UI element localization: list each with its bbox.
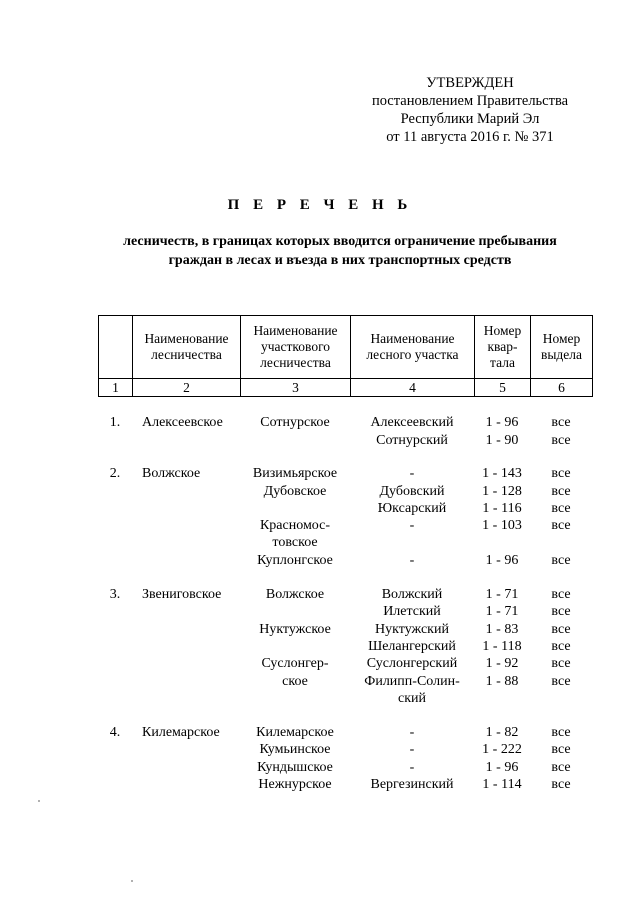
- row-number: 2.: [109, 466, 121, 481]
- forest-plot-name: -: [409, 553, 415, 568]
- district-forestry-name: Красномос-: [259, 518, 331, 533]
- quarter-range: 1 - 83: [485, 622, 519, 637]
- section-value: все: [551, 466, 571, 481]
- section-value: все: [551, 725, 571, 740]
- forest-plot-name: Суслонгерский: [366, 656, 458, 671]
- forest-plot-name: Дубовский: [379, 484, 445, 499]
- forestry-name: Волжское: [142, 466, 201, 481]
- quarter-range: 1 - 92: [485, 656, 519, 671]
- quarter-range: 1 - 143: [482, 466, 522, 481]
- forest-plot-name: -: [409, 518, 415, 533]
- section-value: все: [551, 777, 571, 792]
- forestry-name: Алексеевское: [142, 415, 223, 430]
- district-forestry-name: Килемарское: [256, 725, 334, 740]
- forest-plot-name: Сотнурский: [376, 433, 448, 448]
- section-value: все: [551, 518, 571, 533]
- header-section-number: Номер выдела: [531, 316, 593, 379]
- district-forestry-name: Нуктужское: [259, 622, 331, 637]
- quarter-range: 1 - 88: [485, 674, 519, 689]
- quarter-range: 1 - 128: [482, 484, 522, 499]
- forest-plot-name: ский: [398, 691, 426, 706]
- column-number-5: 5: [475, 379, 531, 397]
- district-forestry-name: Волжское: [265, 587, 325, 602]
- quarter-range: 1 - 90: [485, 433, 519, 448]
- district-forestry-name: Куплонгское: [257, 553, 333, 568]
- district-forestry-name: товское: [272, 535, 318, 550]
- section-value: все: [551, 433, 571, 448]
- header-number: [99, 316, 133, 379]
- column-number-1: 1: [99, 379, 133, 397]
- district-forestry-name: Суслонгер-: [261, 656, 329, 671]
- section-value: все: [551, 674, 571, 689]
- quarter-range: 1 - 96: [485, 415, 519, 430]
- quarter-range: 1 - 71: [485, 587, 519, 602]
- quarter-range: 1 - 96: [485, 760, 519, 775]
- row-number: 4.: [109, 725, 121, 740]
- column-number-4: 4: [351, 379, 475, 397]
- header-forest-plot: Наименование лесного участка: [351, 316, 475, 379]
- header-quarter-number: Номер квар-тала: [475, 316, 531, 379]
- section-value: все: [551, 415, 571, 430]
- forest-plot-name: -: [409, 760, 415, 775]
- section-value: все: [551, 553, 571, 568]
- section-value: все: [551, 639, 571, 654]
- quarter-range: 1 - 116: [482, 501, 522, 516]
- quarter-range: 1 - 222: [482, 742, 522, 757]
- quarter-range: 1 - 71: [485, 604, 519, 619]
- row-number: 3.: [109, 587, 121, 602]
- district-forestry-name: ское: [282, 674, 308, 689]
- district-forestry-name: Нежнурское: [258, 777, 332, 792]
- scan-speck: [38, 800, 40, 802]
- column-number-3: 3: [241, 379, 351, 397]
- approval-line-date: от 11 августа 2016 г. № 371: [386, 129, 554, 145]
- forest-plot-name: -: [409, 466, 415, 481]
- forest-plot-name: Нуктужский: [375, 622, 449, 637]
- column-number-6: 6: [531, 379, 593, 397]
- quarter-range: 1 - 82: [485, 725, 519, 740]
- forest-plot-name: Филипп-Солин-: [364, 674, 460, 689]
- document-title: П Е Р Е Ч Е Н Ь: [227, 197, 413, 213]
- district-forestry-name: Дубовское: [263, 484, 327, 499]
- quarter-range: 1 - 103: [482, 518, 522, 533]
- district-forestry-name: Кумьинское: [259, 742, 331, 757]
- scan-speck: [131, 880, 133, 882]
- forest-plot-name: Вергезинский: [370, 777, 454, 792]
- forest-plot-name: Юксарский: [377, 501, 447, 516]
- forestry-name: Килемарское: [142, 725, 220, 740]
- approval-line-resolution: постановлением Правительства: [371, 93, 569, 109]
- approval-title: УТВЕРЖДЕН: [426, 75, 514, 91]
- forest-plot-name: Шелангерский: [368, 639, 456, 654]
- forest-plot-name: Алексеевский: [370, 415, 454, 430]
- approval-line-republic: Республики Марий Эл: [400, 111, 540, 127]
- quarter-range: 1 - 118: [482, 639, 522, 654]
- forest-plot-name: -: [409, 725, 415, 740]
- section-value: все: [551, 501, 571, 516]
- section-value: все: [551, 622, 571, 637]
- forestry-name: Звениговское: [142, 587, 222, 602]
- subtitle-line-1: лесничеств, в границах которых вводится ограничение пребывания: [123, 234, 557, 249]
- forest-plot-name: -: [409, 742, 415, 757]
- section-value: все: [551, 484, 571, 499]
- section-value: все: [551, 760, 571, 775]
- section-value: все: [551, 587, 571, 602]
- forest-plot-name: Волжский: [381, 587, 443, 602]
- district-forestry-name: Сотнурское: [260, 415, 330, 430]
- column-number-2: 2: [133, 379, 241, 397]
- section-value: все: [551, 604, 571, 619]
- document-subtitle: [60, 232, 620, 270]
- subtitle-line-2: граждан в лесах и въезда в них транспортных средств: [168, 253, 512, 268]
- quarter-range: 1 - 114: [482, 777, 522, 792]
- quarter-range: 1 - 96: [485, 553, 519, 568]
- approval-block: [360, 74, 580, 146]
- district-forestry-name: Кундышское: [257, 760, 333, 775]
- row-number: 1.: [109, 415, 121, 430]
- header-district-forestry: Наименование участкового лесничества: [241, 316, 351, 379]
- forest-plot-name: Илетский: [383, 604, 441, 619]
- district-forestry-name: Визимьярское: [252, 466, 338, 481]
- section-value: все: [551, 656, 571, 671]
- table-header: [98, 315, 593, 397]
- section-value: все: [551, 742, 571, 757]
- header-forestry: Наименование лесничества: [133, 316, 241, 379]
